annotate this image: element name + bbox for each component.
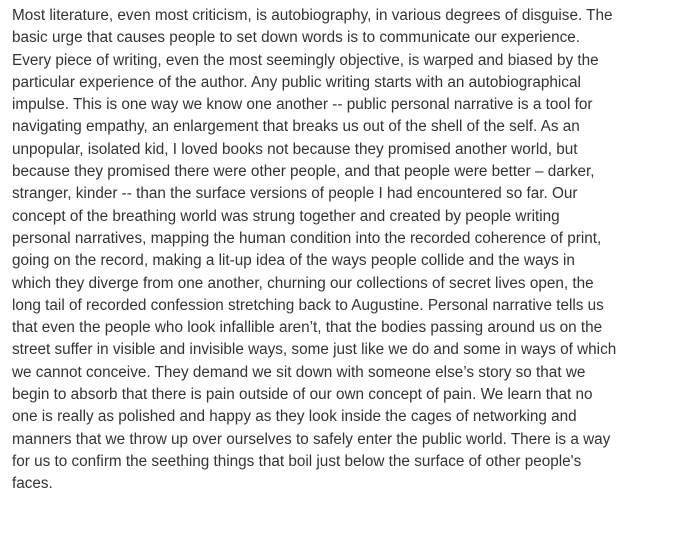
paragraph-line: which they diverge from one another, churning our collections of secret lives open, the <box>12 274 594 292</box>
paragraph-line: Most literature, even most criticism, is autobiography, in various degrees of disguise. The <box>12 7 613 24</box>
paragraph-line: because they promised there were other people, and that people were better – darker, <box>12 163 595 181</box>
paragraph-line: Every piece of writing, even the most seemingly objective, is warped and biased by the <box>12 51 599 69</box>
paragraph-line: we cannot conceive. They demand we sit down with someone else’s story so that we <box>12 363 586 381</box>
paragraph-line: faces. <box>12 475 53 493</box>
paragraph-line: that even the people who look infallible aren’t, that the bodies passing around us on the <box>12 319 603 337</box>
paragraph-line: long tail of recorded confession stretching back to Augustine. Personal narrative tells us <box>12 296 604 314</box>
paragraph-line: one is really as polished and happy as they look inside the cages of networking and <box>12 408 577 426</box>
paragraph-line: stranger, kinder -- than the surface versions of people I had encountered so far. Our <box>12 185 578 203</box>
paragraph-line: going on the record, making a lit-up idea of the ways people collide and the ways in <box>12 252 575 270</box>
paragraph-line: basic urge that causes people to set down words is to communicate our experience. <box>12 29 580 47</box>
body-paragraph <box>12 5 680 496</box>
paragraph-line: particular experience of the author. Any public writing starts with an autobiographical <box>12 73 581 91</box>
paragraph-line: navigating empathy, an enlargement that breaks us out of the shell of the self. As an <box>12 118 580 136</box>
paragraph-line: concept of the breathing world was strung together and created by people writing <box>12 207 560 225</box>
paragraph-line: begin to absorb that there is pain outside of our own concept of pain. We learn that no <box>12 386 593 404</box>
paragraph-line: personal narratives, mapping the human condition into the recorded coherence of print, <box>12 229 602 247</box>
paragraph-line: impulse. This is one way we know one another -- public personal narrative is a tool for <box>12 96 593 114</box>
paragraph-line: street suffer in visible and invisible ways, some just like we do and some in ways of which <box>12 341 617 359</box>
paragraph-line: manners that we throw up over ourselves to safely enter the public world. There is a way <box>12 430 611 448</box>
paragraph-line: for us to confirm the seething things that boil just below the surface of other people's <box>12 452 582 470</box>
paragraph-line: unpopular, isolated kid, I loved books not because they promised another world, but <box>12 140 578 158</box>
